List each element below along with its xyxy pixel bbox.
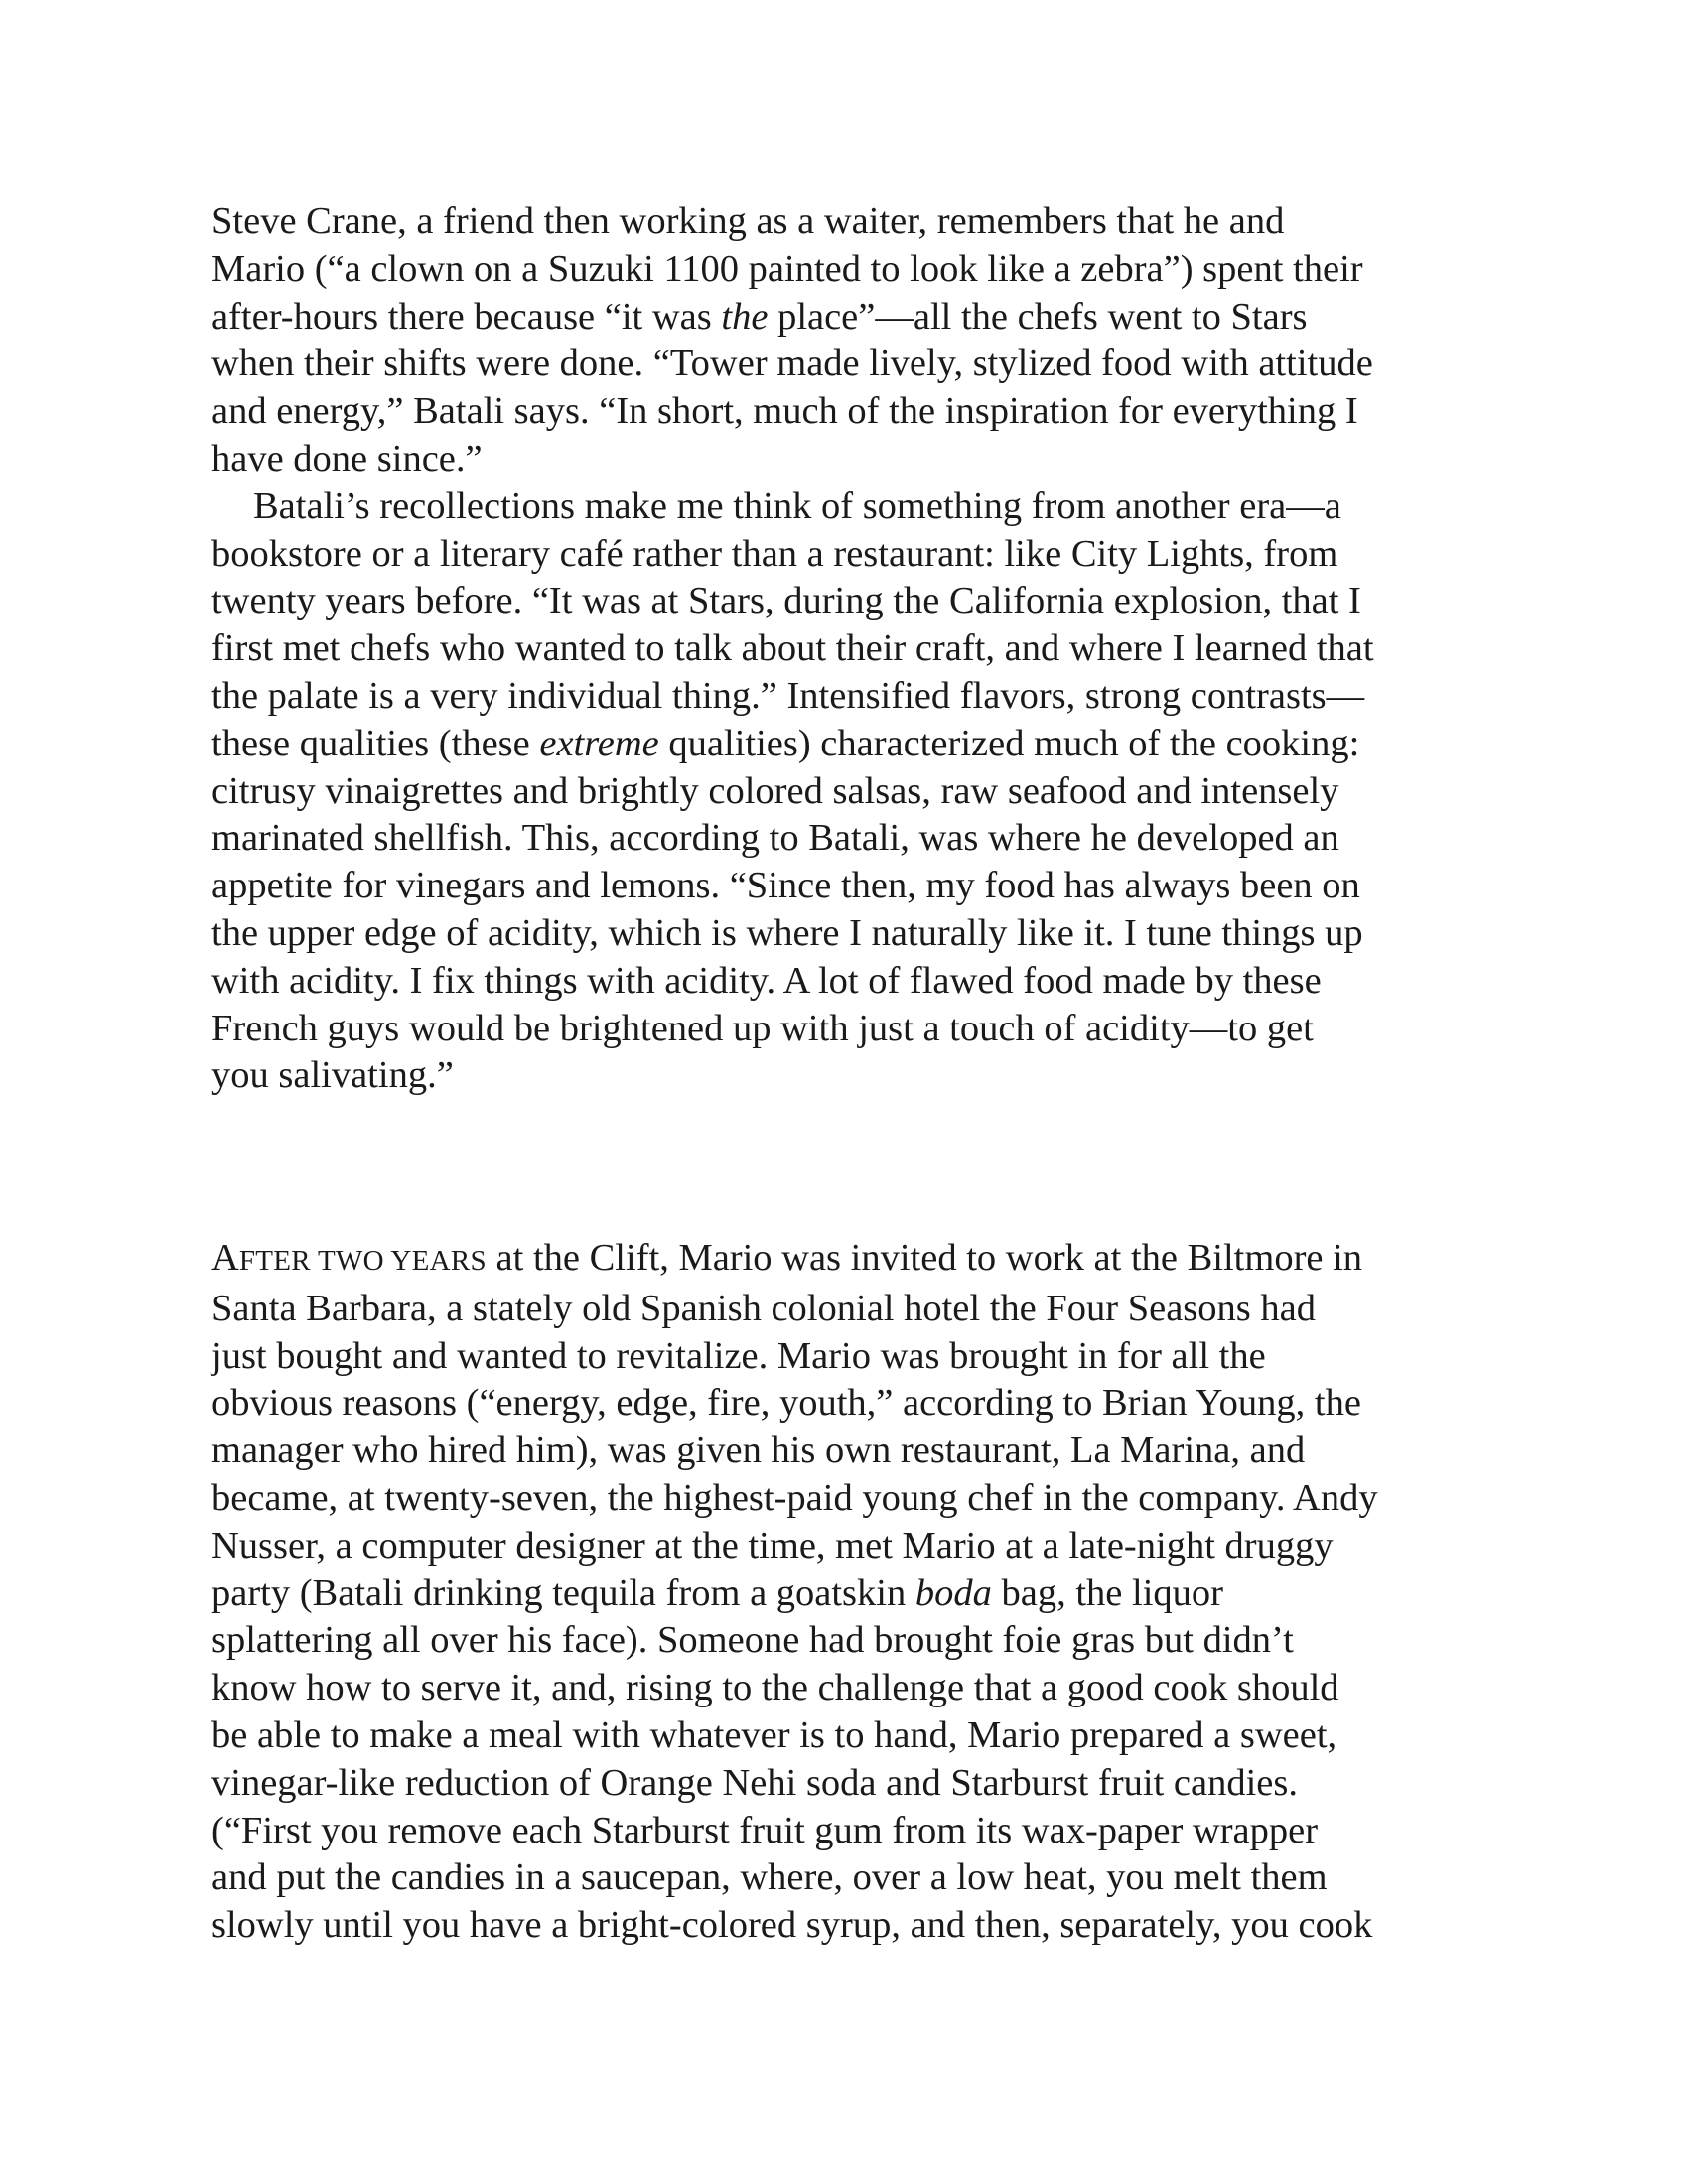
text-line: with acidity. I fix things with acidity. A lot of flawed food made by these — [211, 959, 1322, 1002]
text-run: qualities) characterized much of the cooking: — [658, 722, 1360, 764]
text-section-2 — [211, 1235, 1502, 1950]
text-run: after-hours there because “it was — [211, 295, 722, 338]
text-line: and put the candies in a saucepan, where, over a low heat, you melt them — [211, 1856, 1328, 1899]
text-line: manager who hired him), was given his own restaurant, La Marina, and — [211, 1430, 1306, 1472]
italic-text: extreme — [539, 722, 659, 764]
text-line: the upper edge of acidity, which is where I naturally like it. I tune things up — [211, 911, 1363, 954]
paragraph-3 — [211, 1235, 1502, 1950]
text-line — [211, 294, 1502, 341]
text-line: just bought and wanted to revitalize. Mario was brought in for all the — [211, 1334, 1266, 1377]
text-line: Steve Crane, a friend then working as a waiter, remembers that he and — [211, 201, 1285, 242]
text-line: be able to make a meal with whatever is to hand, Mario prepared a sweet, — [211, 1713, 1337, 1756]
text-run: these qualities (these — [211, 722, 540, 764]
text-line: first met chefs who wanted to talk about their craft, and where I learned that — [211, 627, 1374, 670]
text-line: (“First you remove each Starburst fruit gum from its wax-paper wrapper — [211, 1809, 1319, 1851]
text-line — [211, 721, 1502, 768]
text-line: the palate is a very individual thing.” Intensified flavors, strong contrasts— — [211, 674, 1365, 717]
text-line: you salivating.” — [211, 1054, 454, 1097]
text-line — [211, 1570, 1502, 1618]
text-line: vinegar-like reduction of Orange Nehi soda and Starburst fruit candies. — [211, 1761, 1298, 1804]
text-line: twenty years before. “It was at Stars, during the California explosion, that I — [211, 580, 1361, 622]
text-run: party (Batali drinking tequila from a goatskin — [211, 1571, 915, 1614]
text-line: bookstore or a literary café rather than a restaurant: like City Lights, from — [211, 532, 1338, 575]
paragraph-2 — [211, 483, 1502, 1100]
text-line: obvious reasons (“energy, edge, fire, youth,” according to Brian Young, the — [211, 1382, 1361, 1425]
text-line: Batali’s recollections make me think of something from another era—a — [253, 484, 1341, 527]
text-run: at the Clift, Mario was invited to work at the Biltmore in — [486, 1237, 1363, 1279]
smallcaps-initial: A — [211, 1237, 239, 1279]
italic-text: boda — [914, 1571, 992, 1614]
text-line: became, at twenty-seven, the highest-paid young chef in the company. Andy — [211, 1476, 1378, 1519]
text-line: know how to serve it, and, rising to the challenge that a good cook should — [211, 1667, 1339, 1709]
paragraph-1 — [211, 199, 1502, 483]
text-run: place”—all the chefs went to Stars — [768, 295, 1308, 338]
text-line: Mario (“a clown on a Suzuki 1100 painted to look like a zebra”) spent their — [211, 247, 1363, 290]
italic-text: the — [721, 295, 769, 338]
text-line: marinated shellfish. This, according to Batali, was where he developed an — [211, 817, 1339, 860]
text-line: splattering all over his face). Someone had brought foie gras but didn’t — [211, 1619, 1294, 1662]
text-line: slowly until you have a bright-colored syrup, and then, separately, you cook — [211, 1904, 1373, 1947]
text-line: citrusy vinaigrettes and brightly colored salsas, raw seafood and intensely — [211, 769, 1339, 812]
text-line: appetite for vinegars and lemons. “Since then, my food has always been on — [211, 865, 1360, 907]
text-line: Santa Barbara, a stately old Spanish colonial hotel the Four Seasons had — [211, 1287, 1316, 1329]
text-line — [211, 1235, 1502, 1286]
text-line: French guys would be brightened up with just a touch of acidity—to get — [211, 1007, 1314, 1049]
text-line: and energy,” Batali says. “In short, much of the inspiration for everything I — [211, 390, 1358, 433]
smallcaps-lead-in: FTER TWO YEARS — [238, 1245, 487, 1277]
text-line: have done since.” — [211, 437, 483, 479]
text-line: when their shifts were done. “Tower made lively, stylized food with attitude — [211, 342, 1373, 385]
text-section-1 — [211, 199, 1502, 1100]
text-run: bag, the liquor — [991, 1571, 1223, 1614]
text-line: Nusser, a computer designer at the time, met Mario at a late-night druggy — [211, 1524, 1334, 1567]
